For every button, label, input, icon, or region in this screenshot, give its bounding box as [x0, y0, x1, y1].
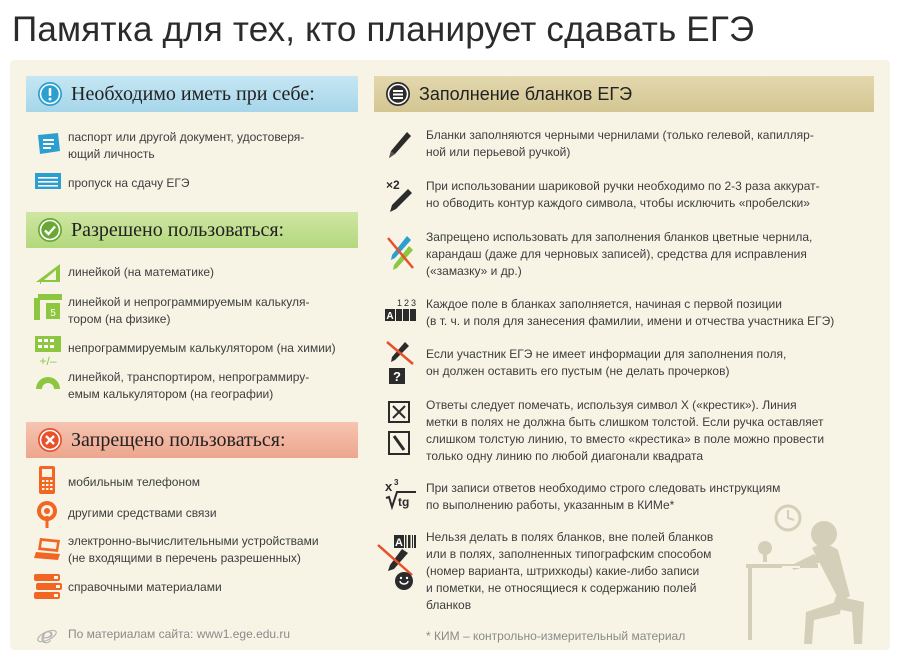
- rule-line: бланков: [426, 598, 472, 612]
- rule-line: (в т. ч. и поля для занесения фамилии, имени и отчества участника ЕГЭ): [426, 314, 835, 328]
- rule-line: Нельзя делать в полях бланков, вне полей бланков: [426, 530, 714, 544]
- rule-line: («замазку» и др.): [426, 264, 522, 278]
- section-title: Запрещено пользоваться:: [71, 428, 286, 451]
- no-margin-marks-icon: [376, 535, 418, 591]
- item-text-line: линейкой и непрограммируемым калькуля-: [68, 295, 310, 309]
- info-icon: [38, 82, 62, 106]
- forbidden-item-laptop: [68, 533, 319, 567]
- laptop-icon: [34, 538, 62, 560]
- svg-text:A: A: [395, 537, 403, 549]
- ruler-calculator-icon: [34, 294, 62, 320]
- item-text-line: паспорт или другой документ, удостоверя-: [68, 130, 305, 144]
- source-link[interactable]: По материалам сайта: www1.ege.edu.ru: [68, 627, 291, 641]
- first-cell-icon: [384, 297, 418, 323]
- footnote: * КИМ – контрольно-измерительный материал: [426, 629, 686, 643]
- section-header-forms: [374, 76, 874, 112]
- cross-mark-icon: [387, 400, 411, 460]
- pen-x2-icon: [384, 177, 414, 213]
- calculator-icon: [34, 336, 62, 366]
- cross-circle-icon: [38, 428, 62, 452]
- rule-line: Если участник ЕГЭ не имеет информации для заполнения поля,: [426, 347, 787, 361]
- list-icon: [386, 82, 410, 106]
- item-text-line: мобильным телефоном: [68, 475, 200, 489]
- rule-item: [426, 127, 814, 161]
- section-title: Заполнение бланков ЕГЭ: [419, 83, 633, 104]
- formula-icon: [384, 478, 418, 510]
- rule-line: (номер варианта, штрихкоды) какие-либо записи: [426, 564, 700, 578]
- rule-line: или в полях, заполненных типографским способом: [426, 547, 712, 561]
- svg-text:×2: ×2: [386, 178, 400, 192]
- rule-line: При записи ответов необходимо строго следовать инструкциям: [426, 481, 781, 495]
- item-text-line: пропуск на сдачу ЕГЭ: [68, 176, 190, 190]
- student-at-desk-illustration: [742, 500, 870, 645]
- svg-text:3: 3: [394, 478, 399, 487]
- forbidden-item-communication: [68, 505, 217, 522]
- section-header-forbidden: [26, 422, 358, 458]
- item-text-line: непрограммируемым калькулятором (на химии): [68, 341, 336, 355]
- item-text-line: электронно-вычислительными устройствами: [68, 534, 319, 548]
- passport-icon: [34, 131, 62, 157]
- rule-line: он должен оставить его пустым (не делать прочерков): [426, 364, 730, 378]
- svg-text:x: x: [385, 479, 393, 494]
- communication-icon: [35, 500, 59, 528]
- svg-text:1: 1: [397, 298, 403, 308]
- rule-line: метки в полях не должна быть слишком толстой. Если ручка оставляет: [426, 415, 824, 429]
- protractor-icon: [34, 371, 62, 391]
- svg-text:2: 2: [404, 298, 410, 308]
- must-have-item-passport: [68, 129, 304, 163]
- rule-line: и пометки, не относящиеся к содержанию полей: [426, 581, 697, 595]
- item-text-line: (не входящими в перечень разрешенных): [68, 551, 301, 565]
- rule-item: [426, 480, 780, 514]
- forbidden-item-phone: [68, 474, 200, 491]
- rule-line: слишком толстую линию, то вместо «крестика» в поле можно провести: [426, 432, 825, 446]
- page-title: Памятка для тех, кто планирует сдавать ЕГЭ: [12, 10, 755, 49]
- check-icon: [38, 218, 62, 242]
- rule-item: [426, 529, 713, 614]
- item-text-line: ющий личность: [68, 147, 155, 161]
- svg-text:tg: tg: [398, 495, 410, 509]
- must-have-item-pass: [68, 175, 190, 192]
- section-header-allowed: [26, 212, 358, 248]
- item-text-line: емым калькулятором (на географии): [68, 387, 274, 401]
- section-title: Разрешено пользоваться:: [71, 218, 285, 241]
- svg-text:A: A: [386, 311, 394, 322]
- item-text-line: справочными материалами: [68, 580, 222, 594]
- rule-line: Ответы следует помечать, используя символ X («крестик»). Линия: [426, 398, 797, 412]
- section-title: Необходимо иметь при себе:: [71, 82, 315, 105]
- pen-icon: [387, 130, 413, 160]
- rule-line: карандаш (даже для черновых записей), средства для исправления: [426, 247, 807, 261]
- no-info-icon: [385, 340, 415, 384]
- forbidden-item-books: [68, 579, 222, 596]
- mobile-phone-icon: [38, 466, 56, 494]
- allowed-item-calculator: [68, 340, 336, 357]
- item-text-line: линейкой (на математике): [68, 265, 215, 279]
- item-text-line: тором (на физике): [68, 312, 171, 326]
- svg-text:e: e: [40, 624, 54, 646]
- svg-text:3: 3: [411, 298, 417, 308]
- svg-text:+/–: +/–: [39, 354, 57, 366]
- pass-card-icon: [35, 173, 61, 189]
- rule-item: [426, 178, 820, 212]
- item-text-line: линейкой, транспортиром, непрограммиру-: [68, 370, 310, 384]
- rule-line: по выполнению работы, указанным в КИМе*: [426, 498, 675, 512]
- rule-line: При использовании шариковой ручки необходимо по 2-3 раза аккурат-: [426, 179, 820, 193]
- rule-item: [426, 229, 812, 280]
- section-header-must-have: [26, 76, 358, 112]
- allowed-item-ruler-calculator: [68, 294, 310, 328]
- rule-line: ной или перьевой ручкой): [426, 145, 571, 159]
- svg-text:?: ?: [393, 369, 401, 384]
- rule-line: только одну линию по любой диагонали квадрата: [426, 449, 704, 463]
- rule-line: но обводить контур каждого символа, чтобы исключить «пробелски»: [426, 196, 810, 210]
- rule-item: [426, 346, 786, 380]
- rule-line: Запрещено использовать для заполнения бланков цветные чернила,: [426, 230, 813, 244]
- ie-logo-icon: [36, 624, 58, 646]
- svg-text:5: 5: [50, 308, 56, 319]
- allowed-item-protractor: [68, 369, 309, 403]
- rule-item: [426, 296, 834, 330]
- ruler-icon: [34, 262, 62, 284]
- books-icon: [34, 574, 62, 600]
- rule-line: Каждое поле в бланках заполняется, начиная с первой позиции: [426, 297, 782, 311]
- no-color-pens-icon: [385, 234, 415, 272]
- item-text-line: другими средствами связи: [68, 506, 217, 520]
- allowed-item-ruler: [68, 264, 214, 281]
- rule-line: Бланки заполняются черными чернилами (только гелевой, капилляр-: [426, 128, 814, 142]
- rule-item: [426, 397, 824, 465]
